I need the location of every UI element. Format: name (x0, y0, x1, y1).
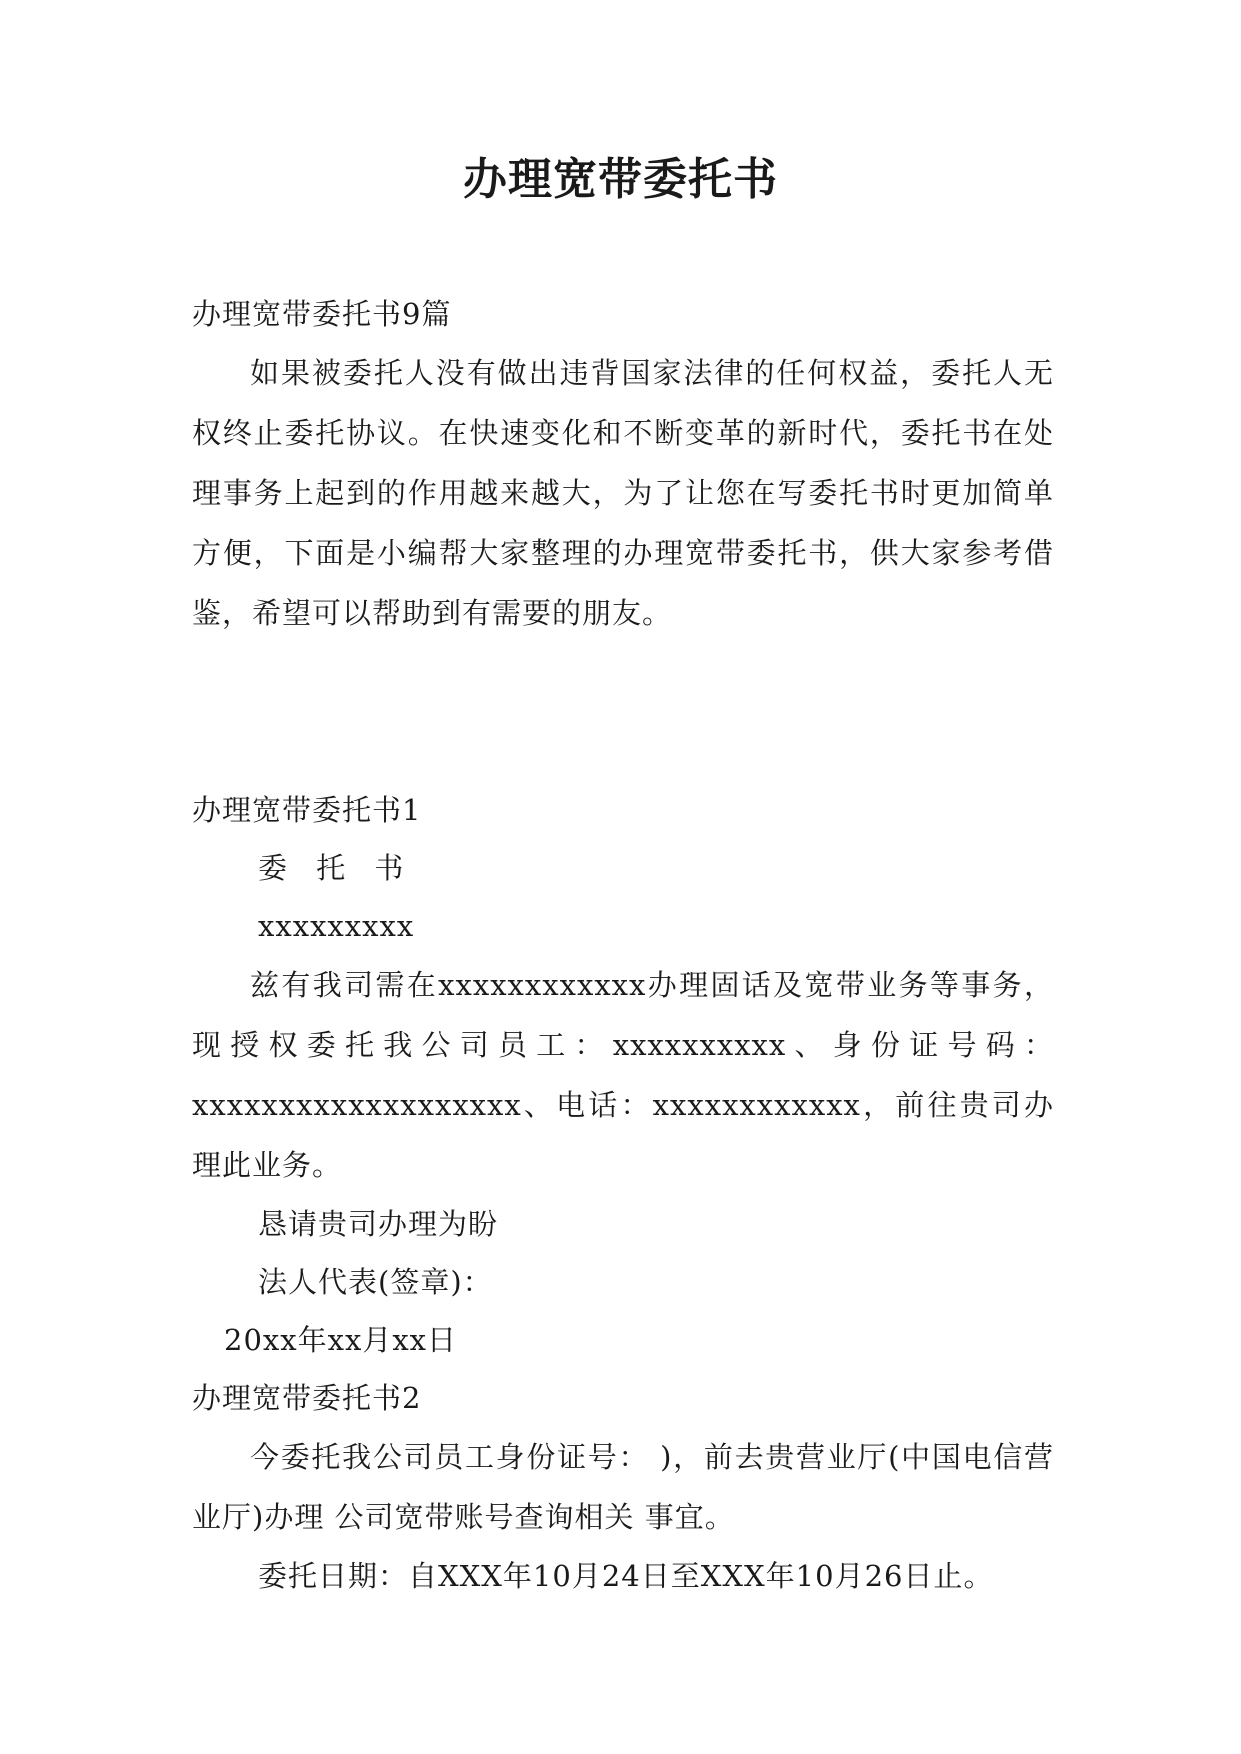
intro-paragraph: 如果被委托人没有做出违背国家法律的任何权益，委托人无权终止委托协议。在快速变化和不断变革的新时代，委托书在处理事务上起到的作用越来越大，为了让您在写委托书时更加简单方便，下面是小编帮大家整理的办理宽带委托书，供大家参考借鉴，希望可以帮助到有需要的朋友。 (192, 356, 1054, 630)
section1-signature: 法人代表(签章)： (258, 1265, 493, 1299)
document-body (192, 285, 1054, 1605)
section1-subtitle: 委 托 书 (258, 851, 414, 885)
section2-period: 委托日期：自XXX年10月24日至XXX年10月26日止。 (258, 1559, 994, 1593)
section2-body: 今委托我公司员工身份证号： )，前去贵营业厅(中国电信营业厅)办理 公司宽带账号查询相关 事宜。 (192, 1440, 1054, 1534)
section1-addressee: xxxxxxxxx (258, 909, 415, 943)
section1-heading: 办理宽带委托书1 (192, 793, 422, 827)
section1-body: 兹有我司需在xxxxxxxxxxxx办理固话及宽带业务等事务，现授权委托我公司员工：xxxxxxxxxx、身份证号码：xxxxxxxxxxxxxxxxxxx、电话：xxxxxxxxxxxx，前往贵司办理此业务。 (192, 968, 1054, 1182)
document-title: 办理宽带委托书 (463, 154, 778, 205)
section-spacer (192, 643, 1054, 781)
section1-request: 恳请贵司办理为盼 (258, 1207, 499, 1241)
section2-heading: 办理宽带委托书2 (192, 1381, 422, 1415)
intro-heading: 办理宽带委托书9篇 (192, 297, 452, 331)
section1-date: 20xx年xx月xx日 (224, 1323, 458, 1357)
